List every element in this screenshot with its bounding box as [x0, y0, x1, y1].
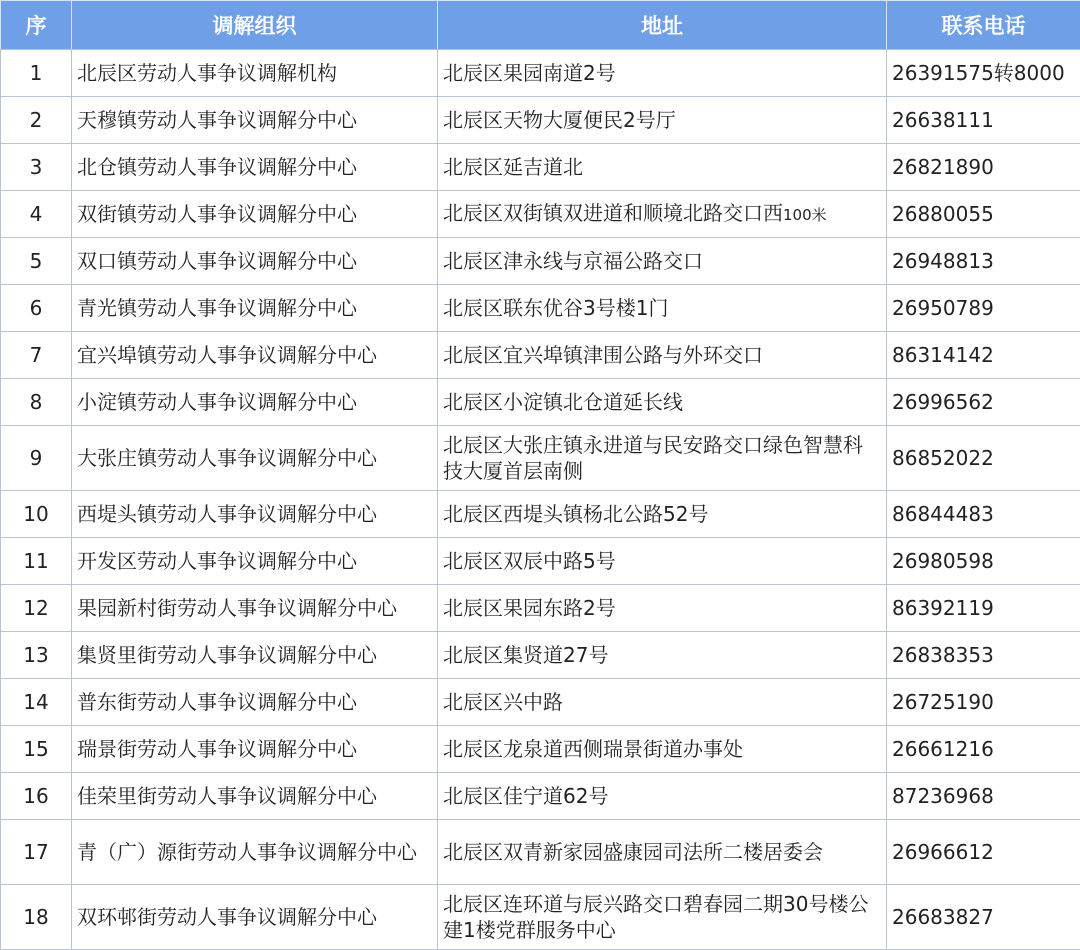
row-organization: 佳荣里街劳动人事争议调解分中心	[72, 773, 438, 820]
row-address: 北辰区西堤头镇杨北公路52号	[438, 491, 887, 538]
row-organization: 大张庄镇劳动人事争议调解分中心	[72, 426, 438, 491]
header-address: 地址	[438, 1, 887, 50]
row-index: 5	[1, 238, 72, 285]
row-phone: 86852022	[887, 426, 1080, 491]
row-organization: 集贤里街劳动人事争议调解分中心	[72, 632, 438, 679]
table-row	[1, 144, 1080, 191]
row-phone: 26821890	[887, 144, 1080, 191]
row-phone: 87236968	[887, 773, 1080, 820]
row-organization: 北辰区劳动人事争议调解机构	[72, 50, 438, 97]
row-phone: 26948813	[887, 238, 1080, 285]
row-address-text: 北辰区双街镇双进道和顺境北路交口西	[443, 201, 783, 225]
row-phone: 26391575转8000	[887, 50, 1080, 97]
table-row	[1, 679, 1080, 726]
row-address: 北辰区龙泉道西侧瑞景街道办事处	[438, 726, 887, 773]
table-row	[1, 191, 1080, 238]
row-organization: 瑞景街劳动人事争议调解分中心	[72, 726, 438, 773]
table-row	[1, 773, 1080, 820]
row-organization	[72, 585, 438, 632]
table-row	[1, 726, 1080, 773]
table-row	[1, 632, 1080, 679]
row-index: 13	[1, 632, 72, 679]
row-index: 18	[1, 885, 72, 950]
row-phone: 26966612	[887, 820, 1080, 885]
row-address	[438, 191, 887, 238]
table-header	[1, 1, 1080, 50]
table-row	[1, 538, 1080, 585]
row-index: 7	[1, 332, 72, 379]
row-index: 11	[1, 538, 72, 585]
row-organization: 北仓镇劳动人事争议调解分中心	[72, 144, 438, 191]
row-address: 北辰区连环道与辰兴路交口碧春园二期30号楼公建1楼党群服务中心	[438, 885, 887, 950]
row-index: 17	[1, 820, 72, 885]
row-address: 北辰区佳宁道62号	[438, 773, 887, 820]
row-organization: 天穆镇劳动人事争议调解分中心	[72, 97, 438, 144]
table-row	[1, 238, 1080, 285]
row-index: 6	[1, 285, 72, 332]
table-row	[1, 379, 1080, 426]
row-phone: 86392119	[887, 585, 1080, 632]
row-organization: 双口镇劳动人事争议调解分中心	[72, 238, 438, 285]
row-address: 北辰区津永线与京福公路交口	[438, 238, 887, 285]
row-phone: 86314142	[887, 332, 1080, 379]
row-organization: 双环邨街劳动人事争议调解分中心	[72, 885, 438, 950]
row-phone: 26725190	[887, 679, 1080, 726]
row-address: 北辰区果园东路2号	[438, 585, 887, 632]
row-index: 14	[1, 679, 72, 726]
header-row	[1, 1, 1080, 50]
row-address: 北辰区果园南道2号	[438, 50, 887, 97]
row-index: 15	[1, 726, 72, 773]
table-row	[1, 585, 1080, 632]
row-organization: 宜兴埠镇劳动人事争议调解分中心	[72, 332, 438, 379]
header-index: 序	[1, 1, 72, 50]
header-phone: 联系电话	[887, 1, 1080, 50]
row-organization: 青（广）源街劳动人事争议调解分中心	[72, 820, 438, 885]
row-phone: 26996562	[887, 379, 1080, 426]
row-address: 北辰区联东优谷3号楼1门	[438, 285, 887, 332]
row-index: 3	[1, 144, 72, 191]
row-address: 北辰区集贤道27号	[438, 632, 887, 679]
row-address: 北辰区延吉道北	[438, 144, 887, 191]
table-row	[1, 50, 1080, 97]
row-index: 1	[1, 50, 72, 97]
row-organization: 小淀镇劳动人事争议调解分中心	[72, 379, 438, 426]
row-address-distance: 100米	[783, 206, 827, 224]
row-organization: 开发区劳动人事争议调解分中心	[72, 538, 438, 585]
row-address: 北辰区兴中路	[438, 679, 887, 726]
row-organization: 普东街劳动人事争议调解分中心	[72, 679, 438, 726]
row-index: 12	[1, 585, 72, 632]
row-phone: 26950789	[887, 285, 1080, 332]
row-organization: 西堤头镇劳动人事争议调解分中心	[72, 491, 438, 538]
row-phone: 26838353	[887, 632, 1080, 679]
table-row	[1, 332, 1080, 379]
row-address: 北辰区大张庄镇永进道与民安路交口绿色智慧科技大厦首层南侧	[438, 426, 887, 491]
row-index: 2	[1, 97, 72, 144]
header-organization: 调解组织	[72, 1, 438, 50]
row-index: 4	[1, 191, 72, 238]
table-row	[1, 885, 1080, 950]
row-index: 8	[1, 379, 72, 426]
row-address: 北辰区宜兴埠镇津围公路与外环交口	[438, 332, 887, 379]
row-index: 10	[1, 491, 72, 538]
table-row	[1, 426, 1080, 491]
row-phone: 26880055	[887, 191, 1080, 238]
row-address: 北辰区小淀镇北仓道延长线	[438, 379, 887, 426]
table-body	[1, 50, 1080, 950]
row-phone: 26661216	[887, 726, 1080, 773]
row-index: 9	[1, 426, 72, 491]
row-address: 北辰区双青新家园盛康园司法所二楼居委会	[438, 820, 887, 885]
row-organization: 双街镇劳动人事争议调解分中心	[72, 191, 438, 238]
row-organization-text: 果园新村街劳动人事争议调解分中心	[77, 596, 432, 620]
table-row	[1, 97, 1080, 144]
table-row	[1, 820, 1080, 885]
table-row	[1, 491, 1080, 538]
row-address: 北辰区天物大厦便民2号厅	[438, 97, 887, 144]
row-organization: 青光镇劳动人事争议调解分中心	[72, 285, 438, 332]
row-address: 北辰区双辰中路5号	[438, 538, 887, 585]
table-row	[1, 285, 1080, 332]
row-index: 16	[1, 773, 72, 820]
row-phone: 86844483	[887, 491, 1080, 538]
row-phone: 26638111	[887, 97, 1080, 144]
row-phone: 26980598	[887, 538, 1080, 585]
row-phone: 26683827	[887, 885, 1080, 950]
